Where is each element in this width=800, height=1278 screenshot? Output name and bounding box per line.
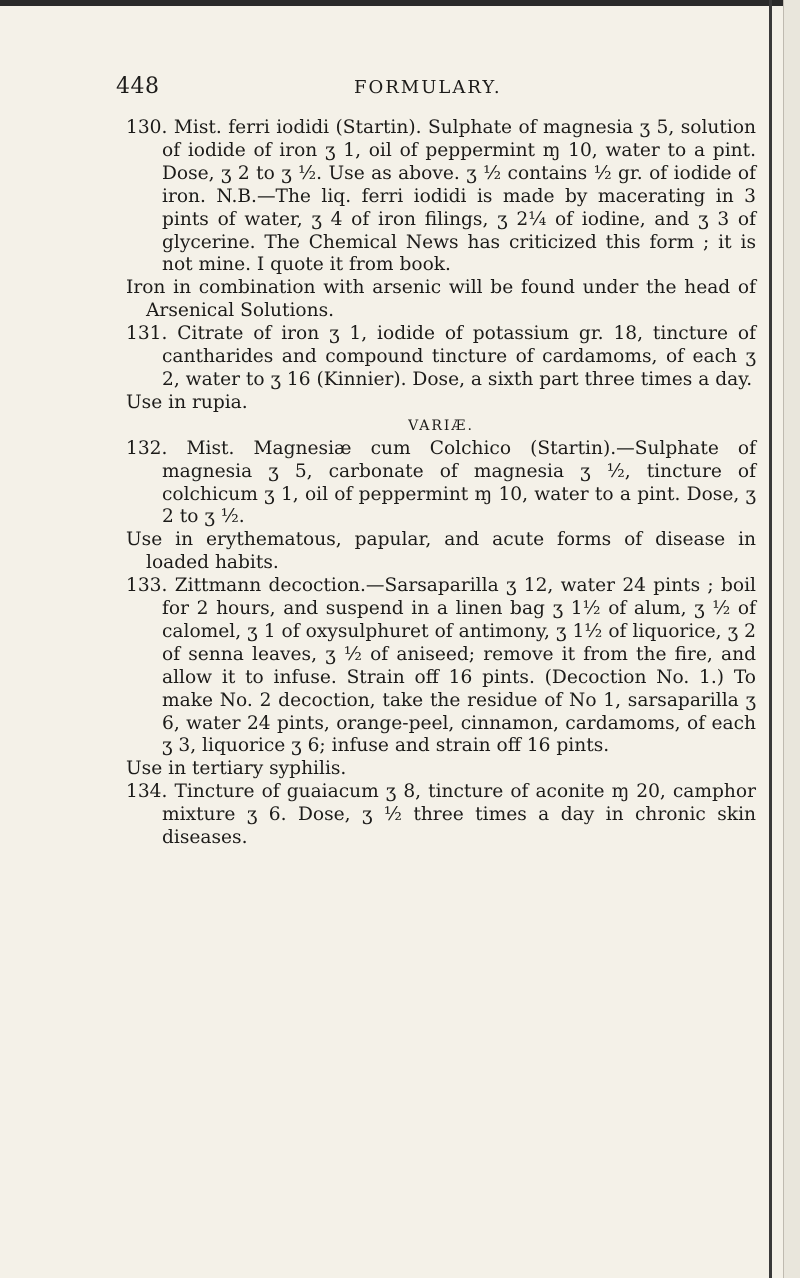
formula-133-use: Use in tertiary syphilis. bbox=[126, 758, 347, 780]
formula-134: 134. Tincture of guaiacum ʒ 8, tincture of aconite ɱ 20, camphor mixture ʒ 6. Dose, ʒ ½ three times a day in chronic skin diseases. bbox=[126, 781, 756, 849]
iron-arsenic-note: Iron in combination with arsenic will be found under the head of Arsenical Solutions. bbox=[126, 277, 756, 322]
page-body bbox=[126, 117, 756, 850]
formula-131-use: Use in rupia. bbox=[126, 391, 248, 413]
page-header bbox=[116, 74, 716, 114]
formula-133: 133. Zittmann decoction.—Sarsaparilla ʒ 12, water 24 pints ; boil for 2 hours, and suspend in a linen bag ʒ 1½ of alum, ʒ ½ of calomel, ʒ 1 of oxysulphuret of antimony, ʒ 1½ of liquorice, ʒ 2 of senna leaves, ʒ ½ of aniseed; remove it from the fire, and allow it to infuse. Strain off 16 pints. (Decoction No. 1.) To make No. 2 decoction, take the residue of No 1, sarsaparilla ʒ 6, water 24 pints, orange-peel, cinnamon, cardamoms, of each ʒ 3, liquorice ʒ 6; infuse and strain off 16 pints. bbox=[126, 575, 756, 757]
formula-131: 131. Citrate of iron ʒ 1, iodide of potassium gr. 18, tincture of cantharides and compound tincture of cardamoms, of each ʒ 2, water to ʒ 16 (Kinnier). Dose, a sixth part three times a day. bbox=[126, 323, 756, 390]
page-edge bbox=[783, 0, 800, 1278]
section-heading: VARIÆ. bbox=[408, 417, 474, 434]
top-border bbox=[0, 0, 800, 6]
formula-132: 132. Mist. Magnesiæ cum Colchico (Startin).—Sulphate of magnesia ʒ 5, carbonate of magnesia ʒ ½, tincture of colchicum ʒ 1, oil of peppermint ɱ 10, water to a pint. Dose, ʒ 2 to ʒ ½. bbox=[126, 437, 756, 528]
running-head: FORMULARY. bbox=[354, 77, 502, 98]
right-border-rule bbox=[769, 0, 772, 1278]
page-number: 448 bbox=[116, 74, 160, 99]
formula-130: 130. Mist. ferri iodidi (Startin). Sulphate of magnesia ʒ 5, solution of iodide of iron ʒ 1, oil of peppermint ɱ 10, water to a pint. Dose, ʒ 2 to ʒ ½. Use as above. ʒ ½ contains ½ gr. of iodide of iron. N.B.—The liq. ferri iodidi is made by macerating in 3 pints of water, ʒ 4 of iron filings, ʒ 2¼ of iodine, and ʒ 3 of glycerine. The Chemical News has criticized this form ; it is not mine. I quote it from book. bbox=[126, 117, 756, 276]
formula-132-use: Use in erythematous, papular, and acute forms of disease in loaded habits. bbox=[126, 529, 756, 574]
